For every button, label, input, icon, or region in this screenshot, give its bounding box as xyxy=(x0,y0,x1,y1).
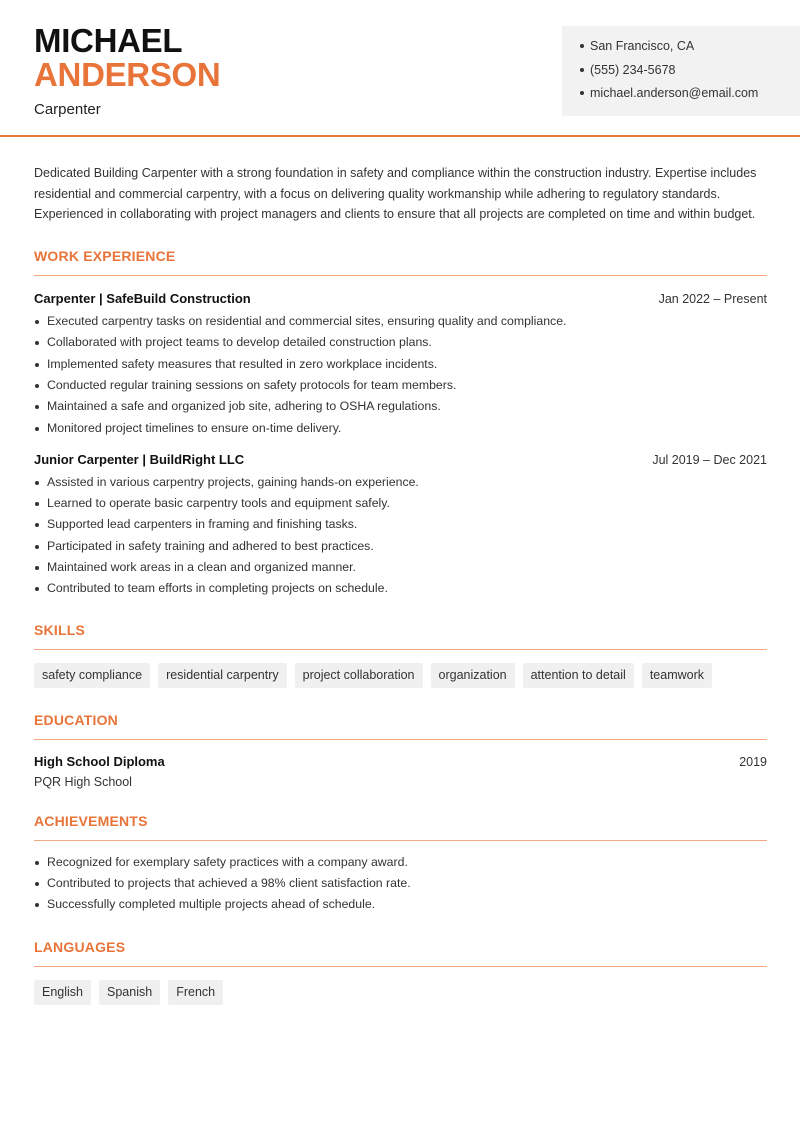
bullet-icon xyxy=(35,320,39,324)
bullet-icon xyxy=(35,341,39,345)
section-divider xyxy=(34,966,767,967)
job-entry xyxy=(34,291,767,439)
resume-header xyxy=(0,0,800,137)
list-item xyxy=(34,873,767,894)
achievements-section xyxy=(34,813,767,916)
skill-tag: attention to detail xyxy=(523,663,634,688)
bullet-icon xyxy=(35,405,39,409)
list-item-text: Successfully completed multiple projects ahead of schedule. xyxy=(47,897,376,912)
section-title-work: WORK EXPERIENCE xyxy=(34,248,176,265)
skill-tags xyxy=(34,663,767,688)
first-name: MICHAEL xyxy=(34,22,183,59)
skill-tag: project collaboration xyxy=(295,663,423,688)
list-item xyxy=(34,472,767,493)
list-item-text: Executed carpentry tasks on residential and commercial sites, ensuring quality and compliance. xyxy=(47,314,567,329)
summary: Dedicated Building Carpenter with a strong foundation in safety and compliance within the construction industry. Expertise includes residential and commercial carpentry, with a focus on delivering quality workmanship while adhering to regulatory standards. Experienced in collaborating with project managers and clients to ensure that all projects are completed on time and within budget. xyxy=(34,166,757,222)
list-item xyxy=(34,354,767,375)
job-bullets xyxy=(34,311,767,439)
education-section xyxy=(34,712,767,789)
list-item-text: Assisted in various carpentry projects, gaining hands-on experience. xyxy=(47,474,419,489)
job-header xyxy=(34,452,767,467)
list-item-text: Collaborated with project teams to develop detailed construction plans. xyxy=(47,335,432,350)
list-item xyxy=(34,557,767,578)
list-item-text: Monitored project timelines to ensure on-time delivery. xyxy=(47,420,342,435)
section-divider xyxy=(34,275,767,276)
bullet-icon xyxy=(35,363,39,367)
job-dates: Jul 2019 – Dec 2021 xyxy=(652,452,767,467)
list-item xyxy=(34,894,767,915)
language-tag: Spanish xyxy=(99,980,160,1005)
education-header xyxy=(34,754,767,769)
list-item xyxy=(34,311,767,332)
job-role: Carpenter | SafeBuild Construction xyxy=(34,291,251,307)
contact-location xyxy=(580,37,800,61)
list-item-text: Learned to operate basic carpentry tools and equipment safely. xyxy=(47,496,390,511)
list-item xyxy=(34,332,767,353)
section-title-education: EDUCATION xyxy=(34,711,118,728)
list-item xyxy=(34,375,767,396)
bullet-icon xyxy=(580,91,584,95)
education-entry xyxy=(34,754,767,789)
contact-phone xyxy=(580,61,800,85)
bullet-icon xyxy=(35,861,39,865)
achievement-list xyxy=(34,852,767,916)
list-item xyxy=(34,514,767,535)
resume-body xyxy=(34,163,767,1005)
list-item-text: Participated in safety training and adhered to best practices. xyxy=(47,538,374,553)
list-item xyxy=(34,493,767,514)
contact-box xyxy=(562,26,800,116)
job-title: Carpenter xyxy=(34,101,101,118)
language-tag: French xyxy=(168,980,223,1005)
bullet-icon xyxy=(35,587,39,591)
skill-tag: residential carpentry xyxy=(158,663,287,688)
bullet-icon xyxy=(580,68,584,72)
section-title-achievements: ACHIEVEMENTS xyxy=(34,812,148,829)
bullet-icon xyxy=(35,903,39,907)
section-title-skills: SKILLS xyxy=(34,621,85,638)
bullet-icon xyxy=(35,523,39,527)
contact-phone-text: (555) 234-5678 xyxy=(590,62,676,77)
work-experience-section xyxy=(34,248,767,600)
bullet-icon xyxy=(35,427,39,431)
bullet-icon xyxy=(580,44,584,48)
section-divider xyxy=(34,840,767,841)
contact-email-text: michael.anderson@email.com xyxy=(590,86,759,100)
list-item-text: Maintained a safe and organized job site, adhering to OSHA regulations. xyxy=(47,399,441,414)
bullet-icon xyxy=(35,502,39,506)
list-item xyxy=(34,536,767,557)
last-name: ANDERSON xyxy=(34,56,221,93)
job-entry xyxy=(34,452,767,600)
section-title-languages: LANGUAGES xyxy=(34,938,126,955)
list-item xyxy=(34,396,767,417)
bullet-icon xyxy=(35,481,39,485)
list-item-text: Maintained work areas in a clean and organized manner. xyxy=(47,560,356,575)
bullet-icon xyxy=(35,882,39,886)
languages-section xyxy=(34,939,767,1005)
education-year: 2019 xyxy=(739,754,767,769)
section-divider xyxy=(34,739,767,740)
skill-tag: teamwork xyxy=(642,663,712,688)
name-block xyxy=(34,24,220,118)
list-item-text: Implemented safety measures that resulted in zero workplace incidents. xyxy=(47,356,438,371)
job-dates: Jan 2022 – Present xyxy=(658,292,767,307)
list-item-text: Contributed to projects that achieved a 98% client satisfaction rate. xyxy=(47,875,411,890)
job-bullets xyxy=(34,472,767,600)
bullet-icon xyxy=(35,545,39,549)
list-item-text: Supported lead carpenters in framing and finishing tasks. xyxy=(47,517,358,532)
contact-email xyxy=(580,84,800,108)
bullet-icon xyxy=(35,384,39,388)
contact-location-text: San Francisco, CA xyxy=(590,39,695,53)
list-item xyxy=(34,418,767,439)
language-tags xyxy=(34,980,767,1005)
list-item xyxy=(34,578,767,599)
education-degree: High School Diploma xyxy=(34,753,165,769)
skill-tag: organization xyxy=(431,663,515,688)
list-item-text: Contributed to team efforts in completing projects on schedule. xyxy=(47,581,388,596)
skills-section xyxy=(34,622,767,688)
skill-tag: safety compliance xyxy=(34,663,150,688)
education-school: PQR High School xyxy=(34,774,132,789)
list-item-text: Conducted regular training sessions on safety protocols for team members. xyxy=(47,378,457,392)
list-item xyxy=(34,852,767,873)
job-header xyxy=(34,291,767,306)
section-divider xyxy=(34,649,767,650)
job-role: Junior Carpenter | BuildRight LLC xyxy=(34,451,245,467)
language-tag: English xyxy=(34,980,91,1005)
bullet-icon xyxy=(35,566,39,570)
list-item-text: Recognized for exemplary safety practices with a company award. xyxy=(47,854,408,869)
